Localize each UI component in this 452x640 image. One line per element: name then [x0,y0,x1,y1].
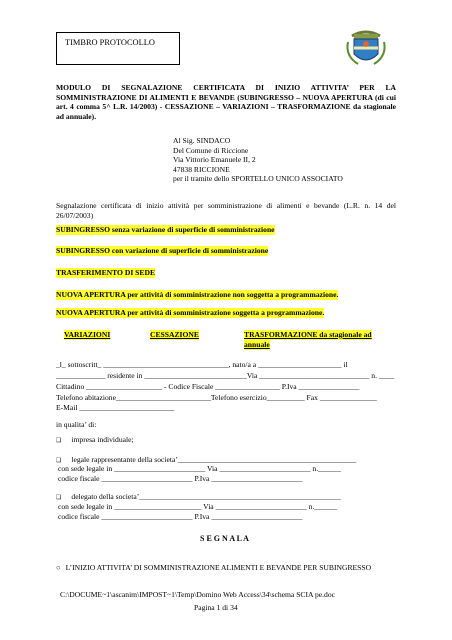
delegato-sede-line[interactable]: con sede legale in _______________________ Via ________________________ n.______ [58,502,338,511]
address-line: per il tramite dello SPORTELLO UNICO ASSOCIATO [173,174,343,184]
in-qualita-label: in qualita’ di: [56,420,97,429]
segnala-heading: S E G N A L A [200,534,249,543]
coat-of-arms-logo [342,22,390,72]
option-cessazione[interactable]: CESSAZIONE [150,330,199,339]
form-line-residente[interactable]: _____________ residente in ___________________________Via _____________________________ n. ____ [56,371,395,380]
final-option-row[interactable] [56,563,371,573]
trasformazione-label-2: annuale [244,340,270,349]
checkbox-icon[interactable]: ❑ [56,458,62,464]
footer-file-path: C:\DOCUME~1\ascanim\IMPOST~1\Temp\Domino Web Access\34\schema SCIA pe.doc [60,590,336,599]
final-option-label: L’INIZIO ATTIVITA’ DI SOMMINISTRAZIONE ALIMENTI E BEVANDE PER SUBINGRESSO [65,563,372,572]
form-line-sottoscritto[interactable]: _l_ sottoscritt_ _________________________________, nato/a a ______________________ il [56,360,348,369]
radio-circle-icon[interactable]: ○ [56,563,61,572]
form-line-telefono[interactable]: Telefono abitazione_________________________Telefono esercizio__________ Fax _______________ [56,393,377,402]
option-nuova-apertura-non-programmazione[interactable]: NUOVA APERTURA per attività di somministrazione non soggetta a programmazione. [56,290,339,299]
form-line-cittadino[interactable]: Cittadino ____________________ - Codice Fiscale _________________ P.Iva ________________ [56,382,360,391]
footer-page-number: Pagina 1 di 34 [194,603,238,612]
trasformazione-label-1: TRASFORMAZIONE da stagionale ad [244,330,372,339]
legale-rappresentante-label: legale rappresentante della societa’_______________________________________________ [71,455,357,464]
recipient-address [173,136,343,184]
address-line: 47838 RICCIONE [173,164,230,174]
option-trasferimento-sede[interactable]: TRASFERIMENTO DI SEDE [56,268,156,277]
option-nuova-apertura-programmazione[interactable]: NUOVA APERTURA per attività di somministrazione soggetta a programmazione. [56,308,325,317]
address-line: Via Vittorio Emanuele II, 2 [173,155,256,165]
impresa-individuale-label: impresa individuale; [71,435,134,444]
form-title: MODULO DI SEGNALAZIONE CERTIFICATA DI INIZIO ATTIVITA’ PER LA SOMMINISTRAZIONE DI ALIMENTI E BEVANDE (SUBINGRESSO – NUOVA APERTURA (di cui art. 4 comma 5^ L.R. 14/2003) - CESSAZIONE – VARIAZIONI – TRASFORMAZIONE da stagionale ad annuale). [56,83,396,121]
protocol-stamp-box [56,32,180,65]
option-subingresso-senza[interactable]: SUBINGRESSO senza variazione di superficie di somministrazione [56,225,275,234]
address-line: Del Comune di Riccione [173,145,249,155]
legale-sede-line[interactable]: con sede legale in ________________________ Via ________________________ n.______ [58,464,341,473]
checkbox-icon[interactable]: ❑ [56,495,62,501]
impresa-individuale-row[interactable] [56,435,134,447]
option-subingresso-con[interactable]: SUBINGRESSO con variazione di superficie di somministrazione [56,246,269,255]
option-trasformazione[interactable] [244,330,372,340]
protocol-stamp-label: TIMBRO PROTOCOLLO [65,38,155,47]
checkbox-icon[interactable]: ❑ [56,438,62,444]
delegato-label: delegato della societa’_____________________________________________________ [71,492,341,501]
option-variazioni[interactable]: VARIAZIONI [64,330,111,339]
segnalazione-text: Segnalazione certificata di inizio attività per somministrazione di alimenti e bevande (L.R. n. 14 del 26/07/2003) [56,201,396,220]
delegato-cf-line[interactable]: codice fiscale ________________________ P.Iva ________________________ [58,512,303,521]
option-trasformazione-line2[interactable] [244,340,270,350]
legale-cf-line[interactable]: codice fiscale ________________________ P.Iva ________________________ [58,474,303,483]
form-line-email[interactable]: E-Mail _________________________ [56,403,175,412]
address-line: Al Sig. SINDACO [173,136,231,145]
